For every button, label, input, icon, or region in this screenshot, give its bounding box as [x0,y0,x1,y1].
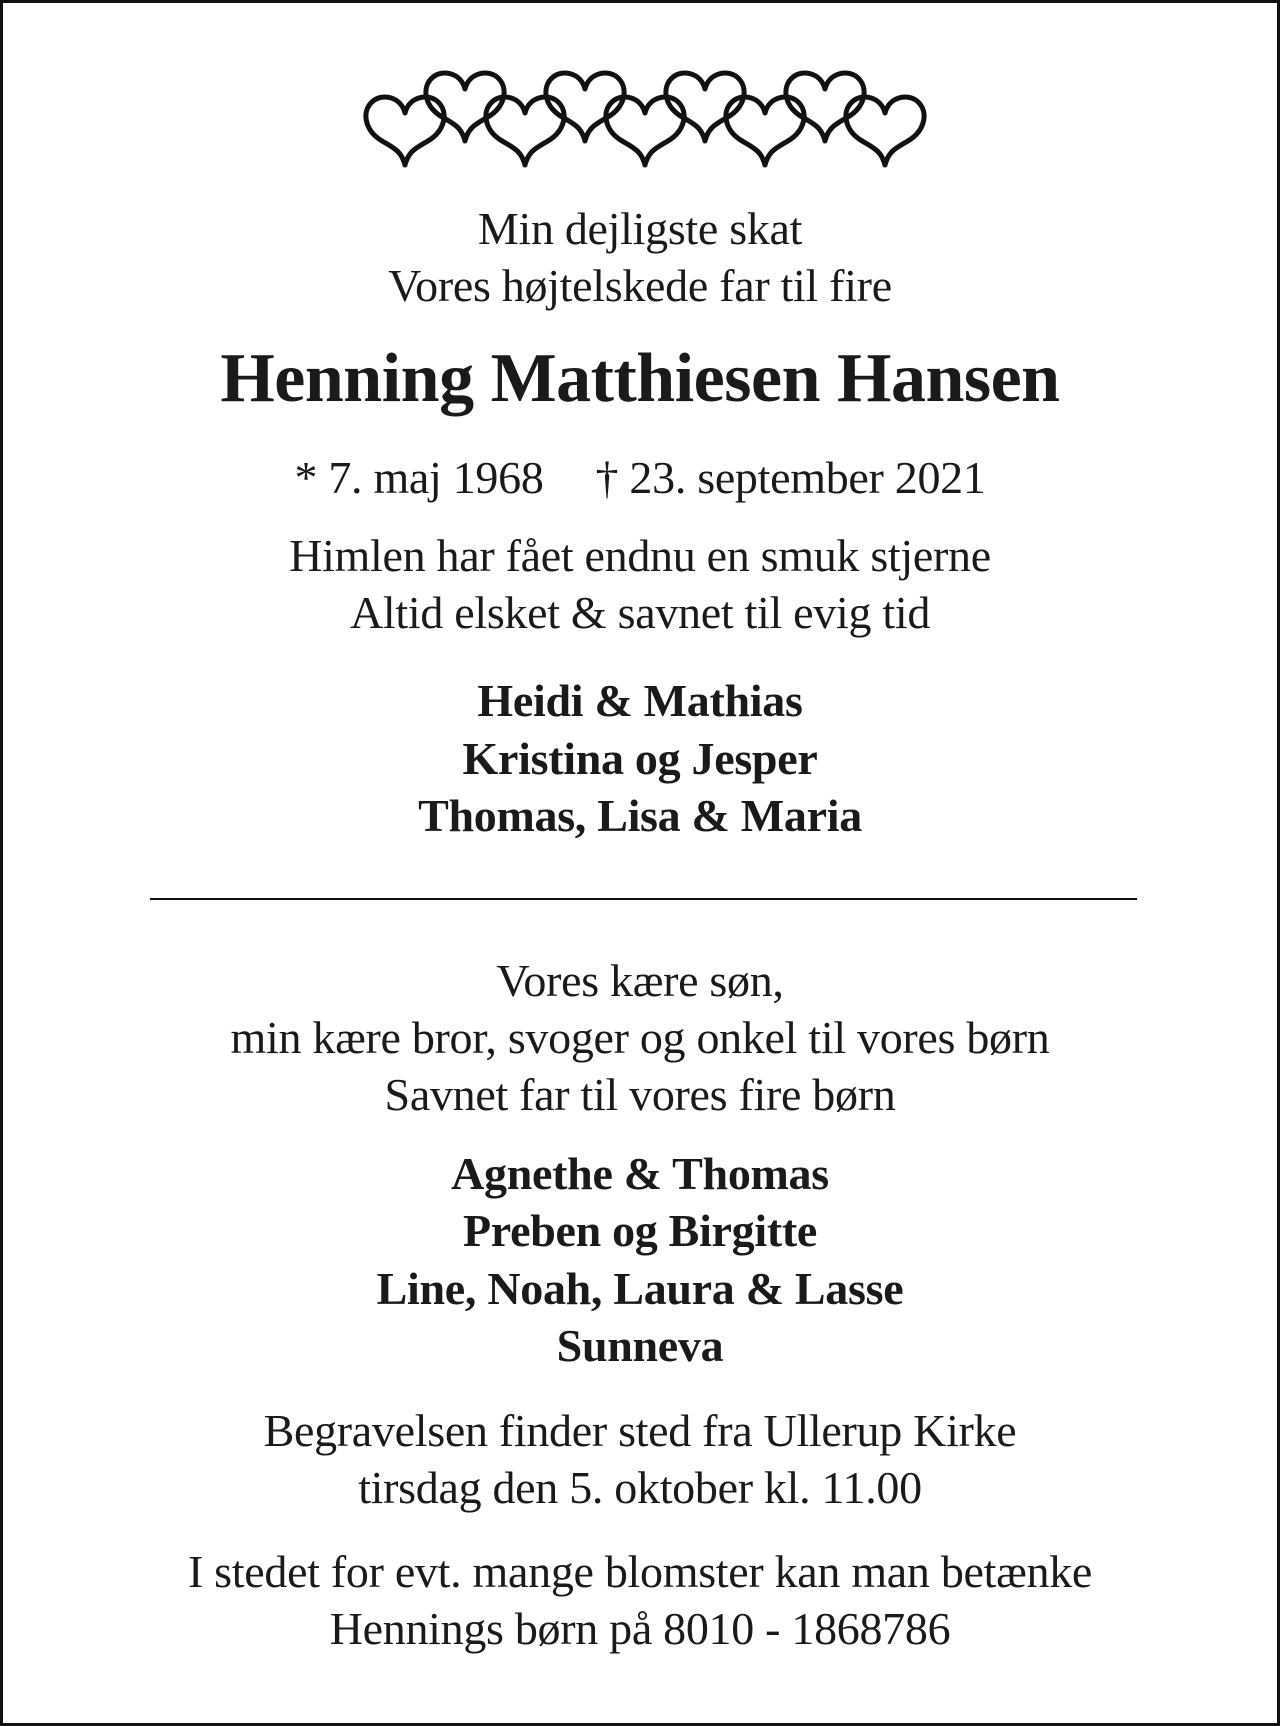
signatory: Line, Noah, Laura & Lasse [376,1263,904,1314]
signatory: Preben og Birgitte [463,1205,817,1256]
intro-line: Min dejligste skat [477,203,803,254]
verse-line: Altid elsket & savnet til evig tid [349,587,931,638]
birth-date: * 7. maj 1968 [294,452,544,503]
signatory: Sunneva [556,1320,724,1371]
section-divider [150,898,1137,900]
signatory: Agnethe & Thomas [451,1148,829,1199]
signatory: Heidi & Mathias [477,675,803,726]
death-date: † 23. september 2021 [595,452,986,503]
deceased-name: Henning Matthiesen Hansen [220,340,1060,417]
life-dates [3,452,1277,503]
funeral-info: tirsdag den 5. oktober kl. 11.00 [358,1462,922,1513]
intro-line: Vores højtelskede far til fire [388,260,892,311]
verse-line: Himlen har fået endnu en smuk stjerne [289,530,991,581]
donation-info: Hennings børn på 8010 - 1868786 [329,1603,951,1654]
intro-line: Vores kære søn, [496,955,784,1006]
intro-line: min kære bror, svoger og onkel til vores børn [230,1012,1050,1063]
signatory: Thomas, Lisa & Maria [418,790,862,841]
intro-line: Savnet far til vores fire børn [384,1069,896,1120]
hearts-chain-icon [353,61,933,176]
funeral-info: Begravelsen finder sted fra Ullerup Kirke [263,1405,1017,1456]
signatory: Kristina og Jesper [462,733,818,784]
donation-info: I stedet for evt. mange blomster kan man betænke [187,1546,1093,1597]
